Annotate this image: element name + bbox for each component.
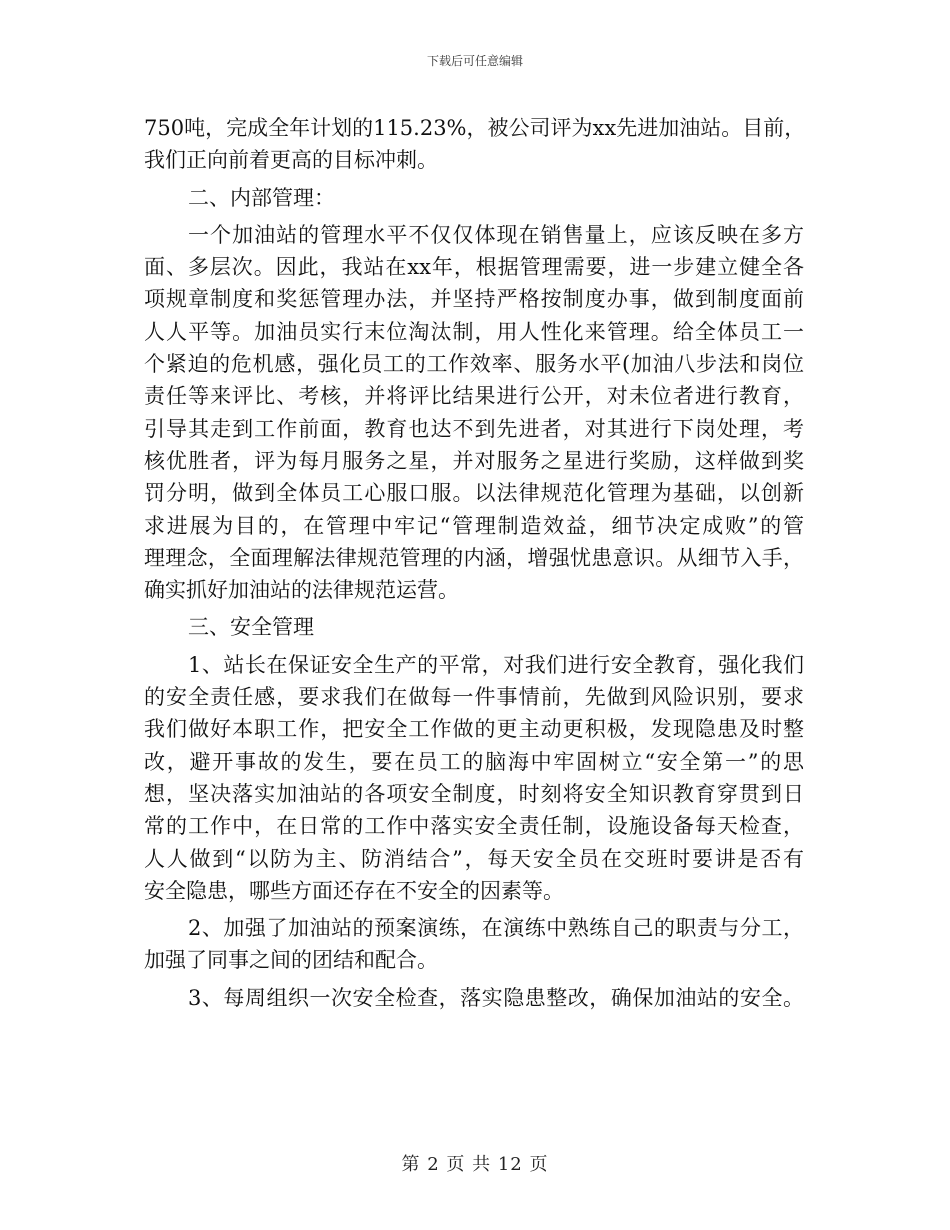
section-heading: 二、内部管理： — [188, 185, 335, 210]
text-line: 责任等来评比、考核，并将评比结果进行公开，对未位者进行教育， — [144, 384, 804, 409]
text-line: 3、每周组织一次安全检查，落实隐患整改，确保加油站的安全。 — [188, 985, 804, 1010]
section-heading: 三、安全管理 — [188, 615, 314, 640]
page-number-footer: 第 2 页 共 12 页 — [401, 1154, 549, 1175]
text-line: 理理念，全面理解法律规范管理的内涵，增强忧患意识。从细节入手， — [144, 545, 804, 570]
text-line: 一个加油站的管理水平不仅仅体现在销售量上，应该反映在多方 — [188, 222, 804, 247]
document-body — [144, 112, 804, 1014]
text-line: 想，坚决落实加油站的各项安全制度，时刻将安全知识教育穿贯到日 — [144, 781, 804, 806]
text-line: 引导其走到工作前面，教育也达不到先进者，对其进行下岗处理，考 — [144, 416, 804, 441]
text-line: 改，避开事故的发生，要在员工的脑海中牢固树立“安全第一”的思 — [144, 749, 804, 774]
text-line: 人人做到“以防为主、防消结合”，每天安全员在交班时要讲是否有 — [144, 846, 804, 871]
text-line: 确实抓好加油站的法律规范运营。 — [144, 578, 459, 603]
text-line: 项规章制度和奖惩管理办法，并坚持严格按制度办事，做到制度面前 — [144, 287, 804, 312]
text-line: 面、多层次。因此，我站在xx年，根据管理需要，进一步建立健全各 — [144, 255, 804, 280]
text-line: 的安全责任感，要求我们在做每一件事情前，先做到风险识别，要求 — [144, 685, 804, 710]
text-line: 安全隐患，哪些方面还存在不安全的因素等。 — [144, 878, 564, 903]
text-line: 求进展为目的，在管理中牢记“管理制造效益，细节决定成败”的管 — [144, 513, 804, 538]
text-line: 加强了同事之间的团结和配合。 — [144, 948, 438, 973]
text-line: 750吨，完成全年计划的115.23%，被公司评为xx先进加油站。目前， — [144, 116, 806, 140]
text-line: 核优胜者，评为每月服务之星，并对服务之星进行奖励，这样做到奖 — [144, 448, 804, 473]
text-line: 我们正向前着更高的目标冲刺。 — [144, 148, 438, 173]
text-line: 人人平等。加油员实行末位淘汰制，用人性化来管理。给全体员工一 — [144, 319, 804, 344]
text-line: 1、站长在保证安全生产的平常，对我们进行安全教育，强化我们 — [188, 652, 804, 677]
text-line: 我们做好本职工作，把安全工作做的更主动更积极，发现隐患及时整 — [144, 717, 804, 742]
text-line: 2、加强了加油站的预案演练，在演练中熟练自己的职责与分工， — [188, 916, 804, 941]
text-line: 个紧迫的危机感，强化员工的工作效率、服务水平(加油八步法和岗位 — [144, 352, 804, 377]
page-header: 下载后可任意编辑 — [426, 54, 523, 68]
text-line: 常的工作中，在日常的工作中落实安全责任制，设施设备每天检查， — [144, 814, 804, 839]
text-line: 罚分明，做到全体员工心服口服。以法律规范化管理为基础，以创新 — [144, 481, 804, 506]
